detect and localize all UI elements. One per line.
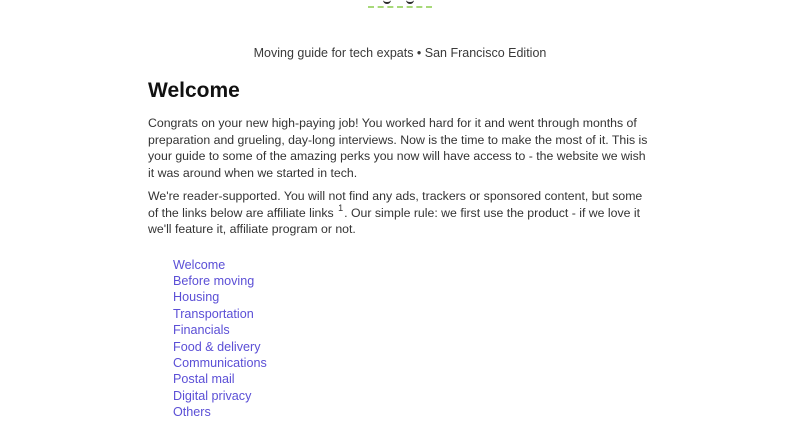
table-of-contents bbox=[173, 257, 653, 421]
toc-item bbox=[173, 404, 653, 420]
toc-link-housing[interactable]: Housing bbox=[173, 290, 220, 305]
toc-link-postal-mail[interactable]: Postal mail bbox=[173, 372, 235, 387]
toc-link-financials[interactable]: Financials bbox=[173, 323, 230, 338]
footnote-ref-link[interactable]: 1 bbox=[338, 202, 344, 213]
toc-item bbox=[173, 388, 653, 404]
toc-link-digital-privacy[interactable]: Digital privacy bbox=[173, 388, 252, 403]
site-subtitle: Moving guide for tech expats • San Francisco Edition bbox=[253, 46, 547, 60]
toc-link-before-moving[interactable]: Before moving bbox=[173, 273, 255, 288]
toc-item bbox=[173, 371, 653, 387]
toc-item bbox=[173, 339, 653, 355]
toc-link-food-delivery[interactable]: Food & delivery bbox=[173, 339, 261, 354]
logo-glyph-fragment bbox=[406, 0, 414, 4]
page-title: Welcome bbox=[148, 79, 240, 102]
logo-underline bbox=[368, 6, 432, 8]
toc-item bbox=[173, 306, 653, 322]
disclosure-text-end: . Our simple rule: we first use the product - if we love it we'll feature it, affiliate program or not. bbox=[148, 205, 641, 236]
toc-link-welcome[interactable]: Welcome bbox=[173, 257, 226, 272]
disclosure-paragraph bbox=[148, 188, 653, 238]
toc-item bbox=[173, 257, 653, 273]
intro-paragraph: Congrats on your new high-paying job! You worked hard for it and went through months of preparation and grueling, day-long interviews. Now is the time to make the most of it. This is your guide to some of the amazing perks you now will have access to - the website we wish it was around when we started in tech. bbox=[148, 116, 648, 180]
main-content bbox=[148, 78, 653, 421]
toc-item bbox=[173, 322, 653, 338]
logo-glyph-fragment bbox=[383, 0, 391, 4]
toc-link-communications[interactable]: Communications bbox=[173, 355, 267, 370]
toc-link-transportation[interactable]: Transportation bbox=[173, 306, 254, 321]
disclosure-text: We're reader-supported. You will not find any ads, trackers or sponsored content, but some of the links below are affiliate links bbox=[148, 189, 643, 220]
toc-item bbox=[173, 289, 653, 305]
toc-item bbox=[173, 273, 653, 289]
toc-link-others[interactable]: Others bbox=[173, 405, 211, 420]
toc-item bbox=[173, 355, 653, 371]
